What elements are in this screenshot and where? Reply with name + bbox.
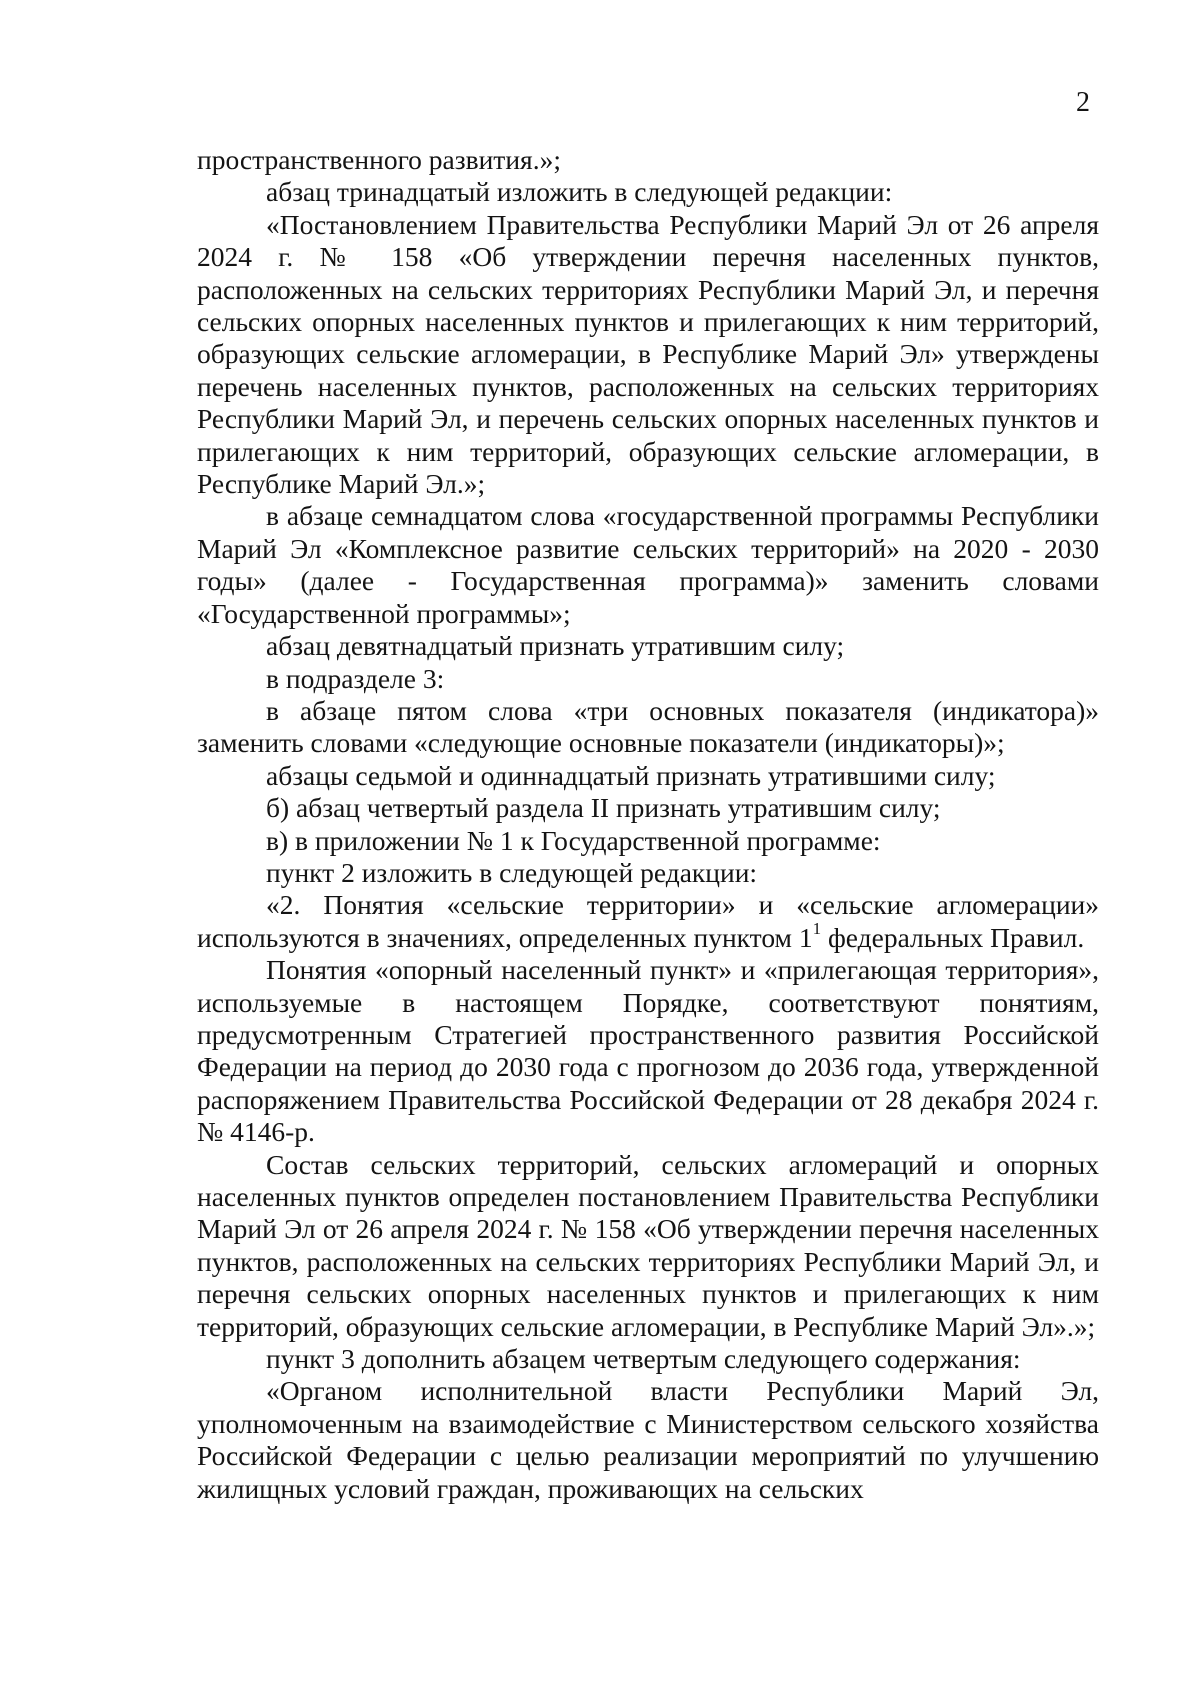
page-number: 2 (1076, 87, 1090, 118)
paragraph: в подразделе 3: (266, 662, 445, 694)
paragraph: абзац тринадцатый изложить в следующей редакции: (266, 176, 893, 208)
paragraph: «Органом исполнительной власти Республики Марий Эл, уполномоченным на взаимодействие с Министерством сельского хозяйства Российской Федерации с целью реализации мероприятий по улучшению жилищных условий граждан, проживающих на сельских (197, 1375, 1099, 1504)
paragraph: пространственного развития.»; (197, 144, 561, 175)
paragraph: пункт 3 дополнить абзацем четвертым следующего содержания: (266, 1343, 1021, 1375)
paragraph: абзацы седьмой и одиннадцатый признать утратившими силу; (266, 759, 996, 791)
paragraph: Понятия «опорный населенный пункт» и «прилегающая территория», используемые в настоящем Порядке, соответствуют понятиям, предусмотренным Стратегией пространственного развития Российской Федерации на период до 2030 года с прогнозом до 2036 года, утвержденной распоряжением Правительства Российской Федерации от 28 декабря 2024 г. № 4146-р. (197, 954, 1099, 1148)
paragraph (197, 889, 1099, 954)
paragraph: в) в приложении № 1 к Государственной программе: (266, 824, 881, 856)
paragraph: в абзаце пятом слова «три основных показателя (индикатора)» заменить словами «следующие основные показатели (индикаторы)»; (197, 694, 1099, 759)
paragraph-text: федеральных Правил. (821, 921, 1085, 953)
paragraph-text: «2. Понятия «сельские территории» и «сельские агломерации» используются в значениях, определенных пунктом 1 (197, 889, 1099, 953)
paragraph: абзац девятнадцатый признать утратившим силу; (266, 630, 845, 662)
paragraph: в абзаце семнадцатом слова «государственной программы Республики Марий Эл «Комплексное развитие сельских территорий» на 2020 - 2030 годы» (далее - Государственная программа)» заменить словами «Государственной программы»; (197, 500, 1099, 629)
paragraph: «Постановлением Правительства Республики Марий Эл от 26 апреля 2024 г. № 158 «Об утверждении перечня населенных пунктов, расположенных на сельских территориях Республики Марий Эл, и перечня сельских опорных населенных пунктов и прилегающих к ним территорий, образующих сельские агломерации, в Республике Марий Эл» утверждены перечень населенных пунктов, расположенных на сельских территориях Республики Марий Эл, и перечень сельских опорных населенных пунктов и прилегающих к ним территорий, образующих сельские агломерации, в Республике Марий Эл.»; (197, 208, 1099, 500)
footnote-superscript: 1 (812, 918, 822, 938)
paragraph: б) абзац четвертый раздела II признать утратившим силу; (266, 792, 941, 824)
document-body (197, 144, 1099, 1505)
paragraph: Состав сельских территорий, сельских агломераций и опорных населенных пунктов определен постановлением Правительства Республики Марий Эл от 26 апреля 2024 г. № 158 «Об утверждении перечня населенных пунктов, расположенных на сельских территориях Республики Марий Эл, и перечня сельских опорных населенных пунктов и прилегающих к ним территорий, образующих сельские агломерации, в Республике Марий Эл».»; (197, 1148, 1099, 1342)
paragraph: пункт 2 изложить в следующей редакции: (266, 856, 758, 888)
